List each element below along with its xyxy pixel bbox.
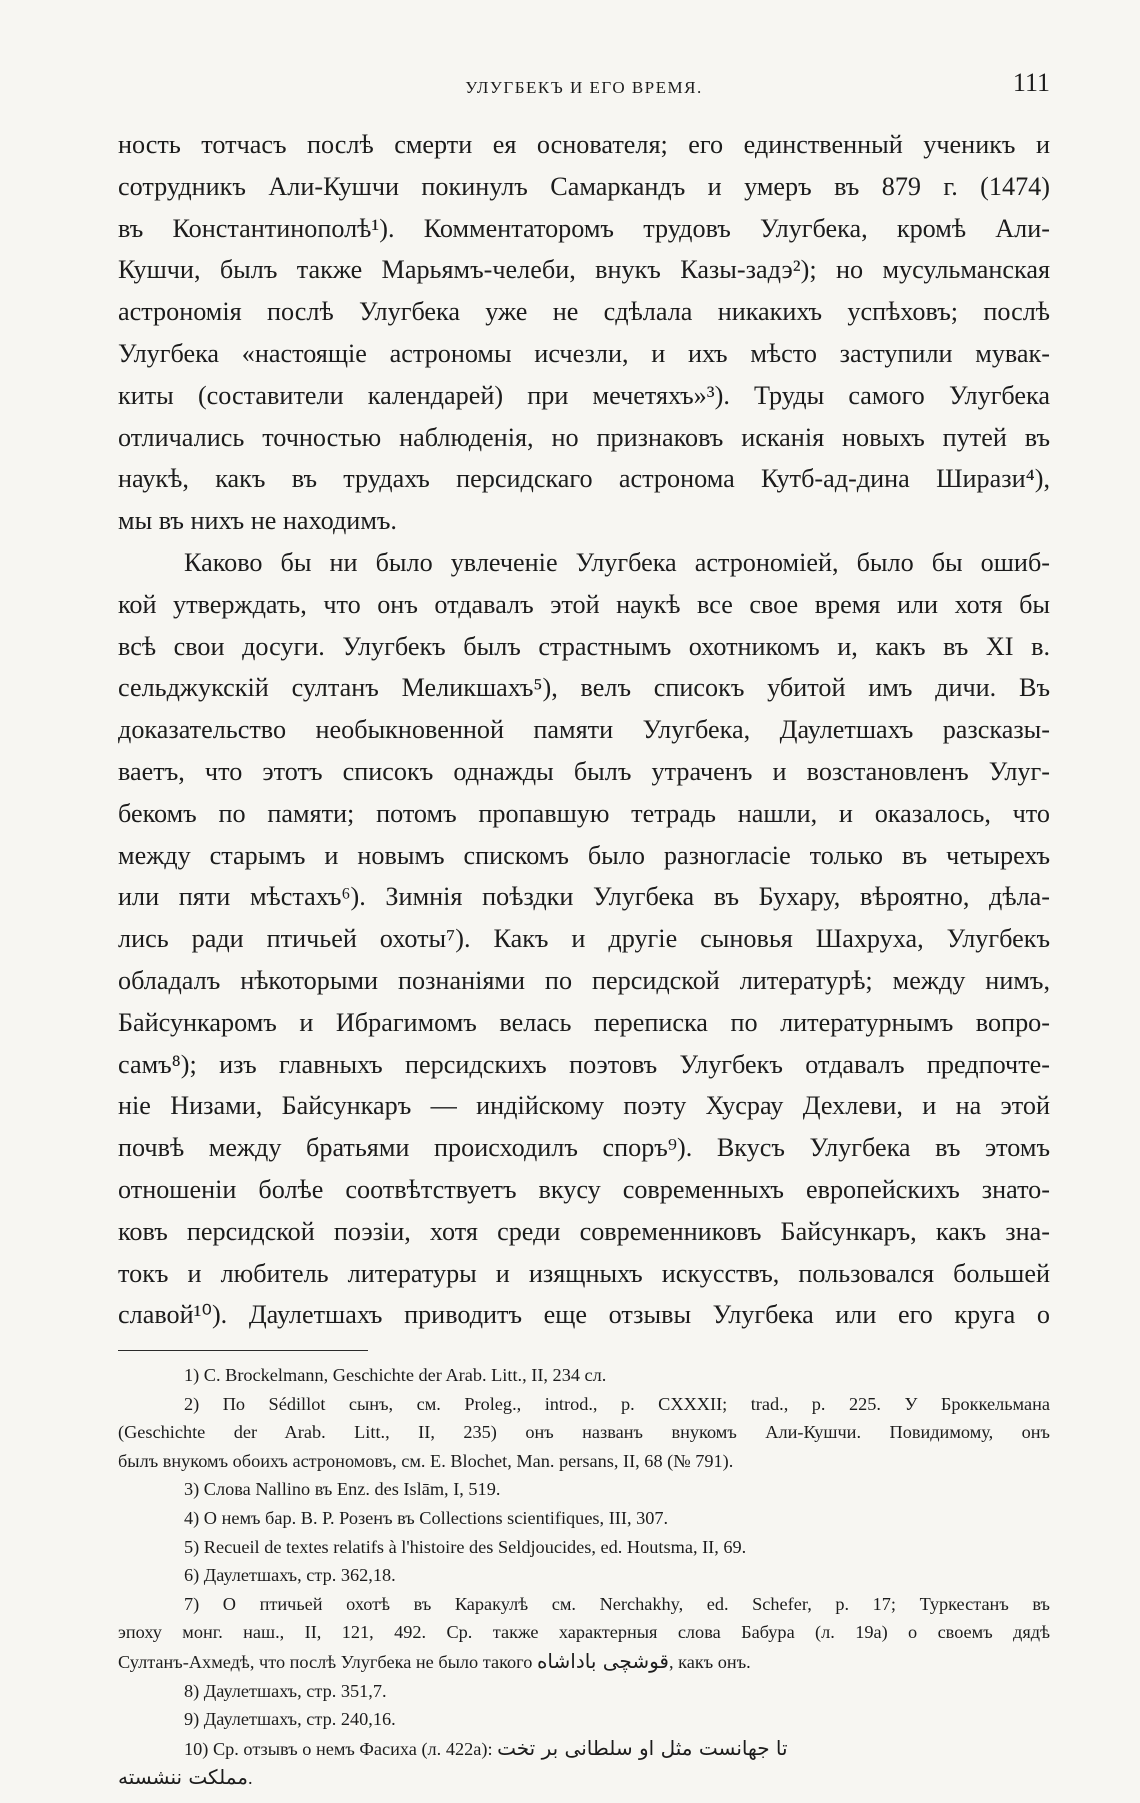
footnote-7-text: Султанъ-Ахмедѣ, что послѣ Улугбека не было такого bbox=[118, 1652, 533, 1673]
footnote-6: 6) Даулетшахъ, стр. 362,18. bbox=[184, 1565, 396, 1586]
text-line: кой утверждать, что онъ отдавалъ этой наукѣ все свое время или хотя бы bbox=[118, 589, 1050, 619]
text-line: ніе Низами, Байсункаръ — индійскому поэту Хусрау Дехлеви, и на этой bbox=[118, 1091, 1050, 1121]
text-line: почвѣ между братьями происходилъ споръ⁹). Вкусъ Улугбека въ этомъ bbox=[118, 1133, 1050, 1163]
footnote-4: 4) О немъ бар. В. Р. Розенъ въ Collections scientifiques, III, 307. bbox=[184, 1508, 669, 1529]
footnote-divider bbox=[118, 1350, 368, 1351]
text-line: наукѣ, какъ въ трудахъ персидскаго астронома Кутб-ад-дина Ширази⁴), bbox=[118, 464, 1050, 494]
footnote-2: 2) По Sédillot сынъ, см. Proleg., introd., p. CXXXII; trad., p. 225. У Броккельмана bbox=[184, 1393, 1050, 1414]
text-line: отношеніи болѣе соотвѣтствуетъ вкусу современныхъ европейскихъ знато- bbox=[118, 1174, 1050, 1204]
page-header bbox=[118, 60, 1050, 124]
text-line: лись ради птичьей охоты⁷). Какъ и другіе сыновья Шахруха, Улугбекъ bbox=[118, 924, 1050, 954]
text-line: мы въ нихъ не находимъ. bbox=[118, 506, 397, 536]
footnote-7: 7) О птичьей охотѣ въ Каракулѣ см. Nerchakhy, ed. Schefer, p. 17; Туркестанъ въ bbox=[184, 1593, 1050, 1614]
arabic-quote: قوشچی باداشاه bbox=[536, 1649, 669, 1674]
text-line: астрономія послѣ Улугбека уже не сдѣлала никакихъ успѣховъ; послѣ bbox=[118, 297, 1050, 327]
page-number: 111 bbox=[1012, 68, 1050, 97]
text-line: обладалъ нѣкоторыми познаніями по персидской литературѣ; между нимъ, bbox=[118, 965, 1050, 995]
arabic-quote: تا جهانست مثل او سلطانی بر تخت bbox=[497, 1735, 788, 1760]
footnotes bbox=[118, 1361, 1050, 1793]
footnote-7-cont bbox=[118, 1647, 1050, 1677]
text-line: сельджукскій султанъ Меликшахъ⁵), велъ списокъ убитой имъ дичи. Въ bbox=[118, 673, 1050, 703]
text-line: сотрудникъ Али-Кушчи покинулъ Самаркандъ и умеръ въ 879 г. (1474) bbox=[118, 171, 1050, 201]
text-line: ваетъ, что этотъ списокъ однажды былъ утраченъ и возстановленъ Улуг- bbox=[118, 756, 1050, 786]
footnote-3: 3) Слова Nallino въ Enz. des Islām, I, 519. bbox=[184, 1479, 501, 1500]
text-line: ность тотчасъ послѣ смерти ея основателя; его единственный ученикъ и bbox=[118, 130, 1050, 159]
footnote-9: 9) Даулетшахъ, стр. 240,16. bbox=[184, 1709, 396, 1730]
footnote-1: 1) C. Brockelmann, Geschichte der Arab. Litt., II, 234 сл. bbox=[184, 1365, 607, 1386]
footnote-8: 8) Даулетшахъ, стр. 351,7. bbox=[184, 1680, 387, 1701]
text-line: всѣ свои досуги. Улугбекъ былъ страстнымъ охотникомъ и, какъ въ XI в. bbox=[118, 631, 1050, 661]
text-line: самъ⁸); изъ главныхъ персидскихъ поэтовъ Улугбекъ отдавалъ предпочте- bbox=[118, 1049, 1050, 1079]
text-line: ковъ персидской поэзіи, хотя среди современниковъ Байсункаръ, какъ зна- bbox=[118, 1216, 1050, 1246]
arabic-quote: مملکت ننشسته bbox=[118, 1765, 248, 1790]
text-line: Каково бы ни было увлеченіе Улугбека астрономіей, было бы ошиб- bbox=[184, 547, 1050, 577]
main-text bbox=[118, 124, 1050, 1336]
text-line: токъ и любитель литературы и изящныхъ искусствъ, пользовался большей bbox=[118, 1258, 1050, 1288]
footnote-7-cont: эпоху монг. наш., II, 121, 492. Ср. также характерныя слова Бабура (л. 19а) о своемъ дядѣ bbox=[118, 1622, 1050, 1643]
text-line: въ Константинополѣ¹). Комментаторомъ трудовъ Улугбека, кромѣ Али- bbox=[118, 213, 1050, 243]
footnote-10 bbox=[118, 1734, 1050, 1764]
footnote-10-cont bbox=[118, 1763, 1050, 1793]
text-line: бекомъ по памяти; потомъ пропавшую тетрадь нашли, и оказалось, что bbox=[118, 798, 1050, 828]
footnote-10-tail: . bbox=[247, 1768, 253, 1789]
footnote-2-cont: (Geschichte der Arab. Litt., II, 235) онъ названъ внукомъ Али-Кушчи. Повидимому, онъ bbox=[118, 1422, 1050, 1443]
text-line: доказательство необыкновенной памяти Улугбека, Даулетшахъ разсказы- bbox=[118, 715, 1050, 745]
text-line: киты (составители календарей) при мечетяхъ»³). Труды самого Улугбека bbox=[118, 380, 1050, 410]
text-line: Байсункаромъ и Ибрагимомъ велась переписка по литературнымъ вопро- bbox=[118, 1007, 1050, 1037]
text-line: или пяти мѣстахъ⁶). Зимнія поѣздки Улугбека въ Бухару, вѣроятно, дѣла- bbox=[118, 882, 1050, 912]
text-line: отличались точностью наблюденія, но признаковъ исканія новыхъ путей въ bbox=[118, 422, 1050, 452]
text-line: Кушчи, былъ также Марьямъ-челеби, внукъ Казы-задэ²); но мусульманская bbox=[118, 255, 1050, 285]
footnote-7-tail: , какъ онъ. bbox=[669, 1652, 751, 1673]
footnote-5: 5) Recueil de textes relatifs à l'histoire des Seldjoucides, ed. Houtsma, II, 69. bbox=[184, 1536, 747, 1557]
footnote-2-cont: былъ внукомъ обоихъ астрономовъ, см. E. Blochet, Man. persans, II, 68 (№ 791). bbox=[118, 1450, 734, 1471]
footnote-10-text: 10) Ср. отзывъ о немъ Фасиха (л. 422а): bbox=[184, 1738, 493, 1759]
text-line: Улугбека «настоящіе астрономы исчезли, и ихъ мѣсто заступили мувак- bbox=[118, 338, 1050, 368]
running-title: УЛУГБЕКЪ И ЕГО ВРЕМЯ. bbox=[465, 78, 703, 97]
text-line: славой¹⁰). Даулетшахъ приводитъ еще отзывы Улугбека или его круга о bbox=[118, 1300, 1050, 1330]
text-line: между старымъ и новымъ спискомъ было разногласіе только въ четырехъ bbox=[118, 840, 1050, 870]
